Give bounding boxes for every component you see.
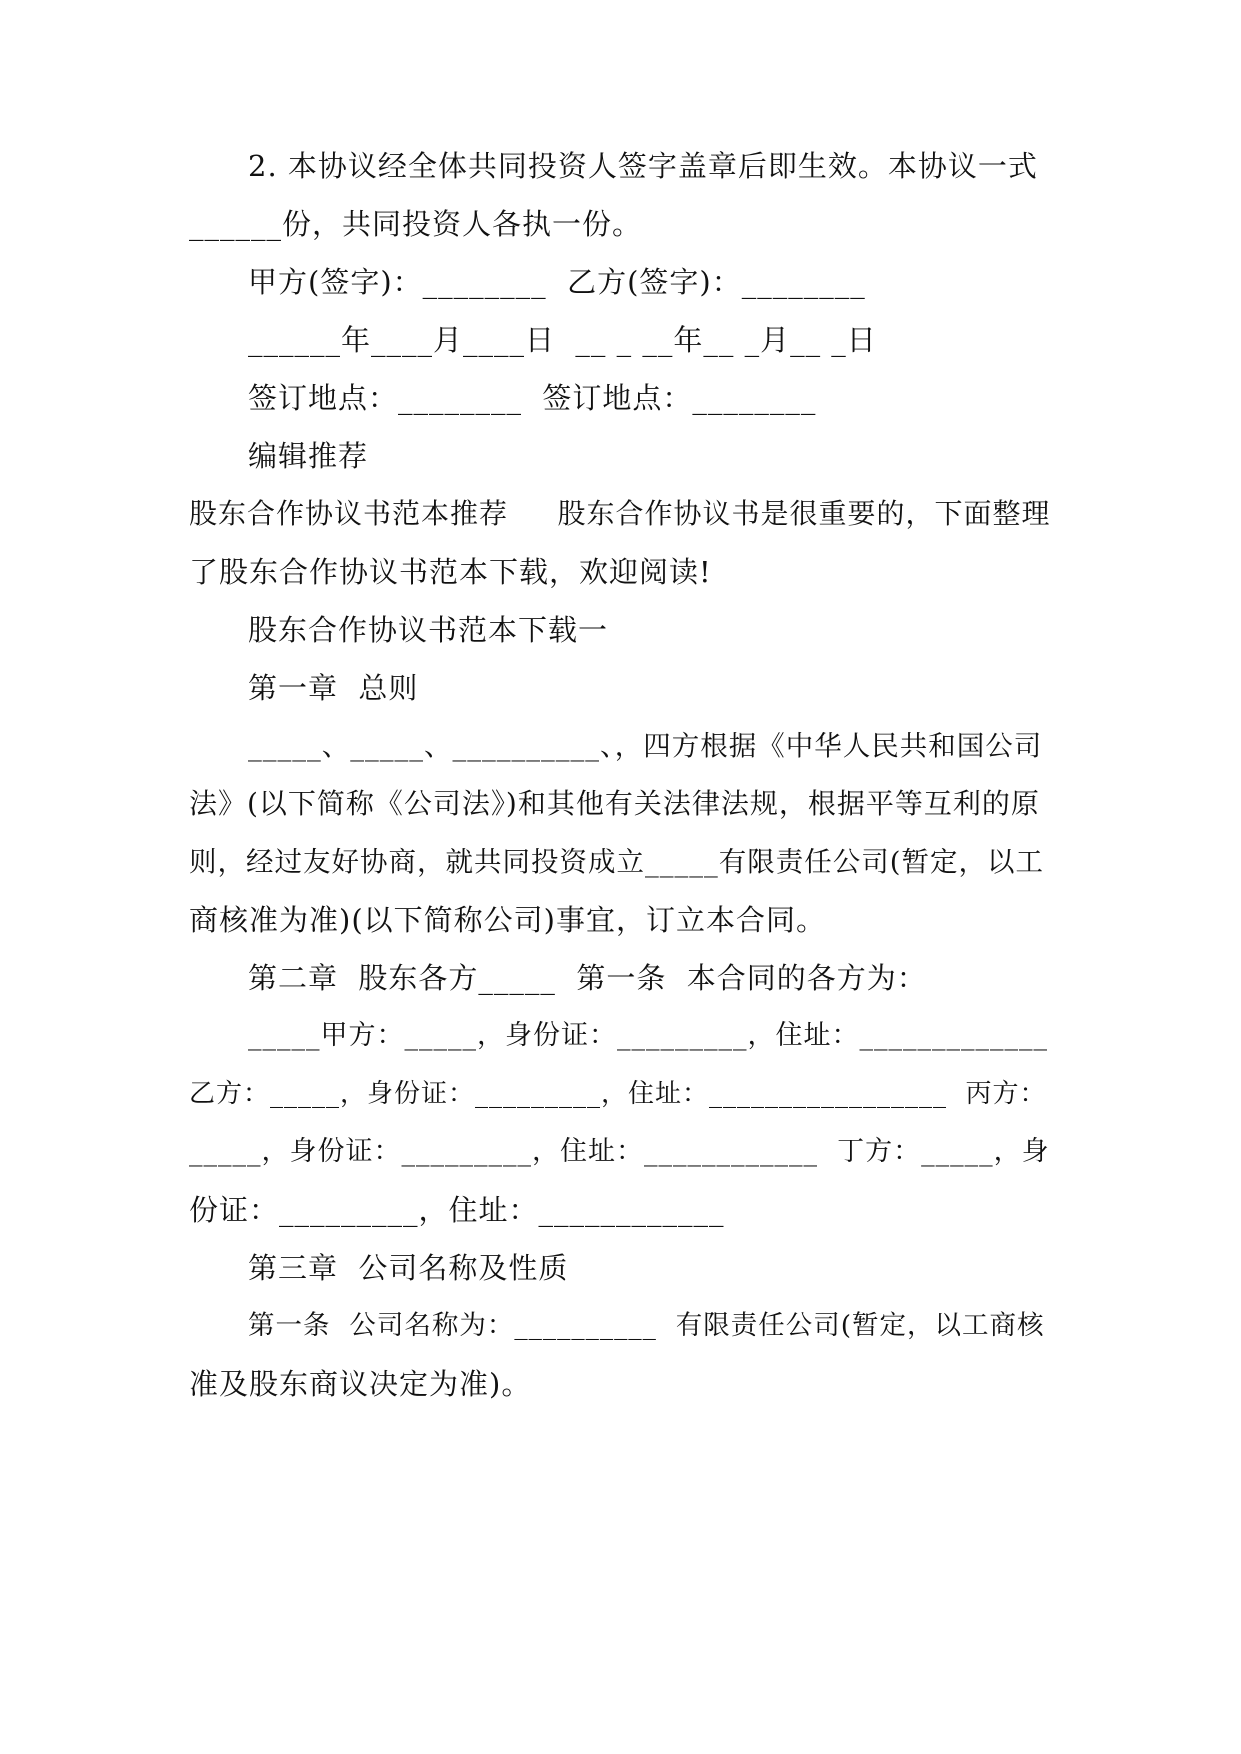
signature-line: 甲方(签字)：________ 乙方(签字)：________: [248, 265, 866, 299]
clause-copies-text: ______份，共同投资人各执一份。: [189, 207, 643, 241]
preamble-line2: 法》(以下简称《公司法》)和其他有关法律法规，根据平等互利的原: [189, 787, 1040, 820]
company-name-line2: 准及股东商议决定为准)。: [189, 1367, 532, 1401]
intro-paragraph-line1: 股东合作协议书范本推荐 股东合作协议书是很重要的，下面整理: [189, 497, 1051, 530]
company-name-line1: 第一条 公司名称为：__________ 有限责任公司(暂定，以工商核: [248, 1310, 1045, 1341]
parties-line4: 份证：_________，住址：____________: [189, 1193, 725, 1227]
parties-line3: _____，身份证：_________，住址：____________ 丁方：_____，身: [189, 1136, 1050, 1167]
clause-effective-text: 2. 本协议经全体共同投资人签字盖章后即生效。本协议一式: [248, 149, 1038, 183]
parties-line1: _____甲方：_____，身份证：_________，住址：_____________: [248, 1020, 1048, 1051]
chapter-1-heading: 第一章 总则: [248, 671, 419, 705]
chapter-2-heading: 第二章 股东各方_____ 第一条 本合同的各方为：: [248, 961, 927, 995]
chapter-3-heading: 第三章 公司名称及性质: [248, 1251, 569, 1285]
signing-place-line: 签订地点：________ 签订地点：________: [248, 381, 817, 415]
preamble-line4: 商核准为准)(以下简称公司)事宜，订立本合同。: [189, 903, 826, 937]
intro-paragraph-line2: 了股东合作协议书范本下载，欢迎阅读!: [189, 555, 712, 589]
date-line: ______年____月____日 __ _ __年__ _月__ _日: [248, 323, 877, 357]
parties-line2: 乙方：_____，身份证：_________，住址：_________________ 丙方：: [189, 1079, 1047, 1109]
preamble-line1: _____、_____、__________、，四方根据《中华人民共和国公司: [248, 730, 1043, 762]
sample-title: 股东合作协议书范本下载一: [248, 613, 609, 647]
preamble-line3: 则，经过友好协商，就共同投资成立_____有限责任公司(暂定，以工: [189, 846, 1044, 878]
section-heading-recommend: 编辑推荐: [248, 439, 369, 473]
